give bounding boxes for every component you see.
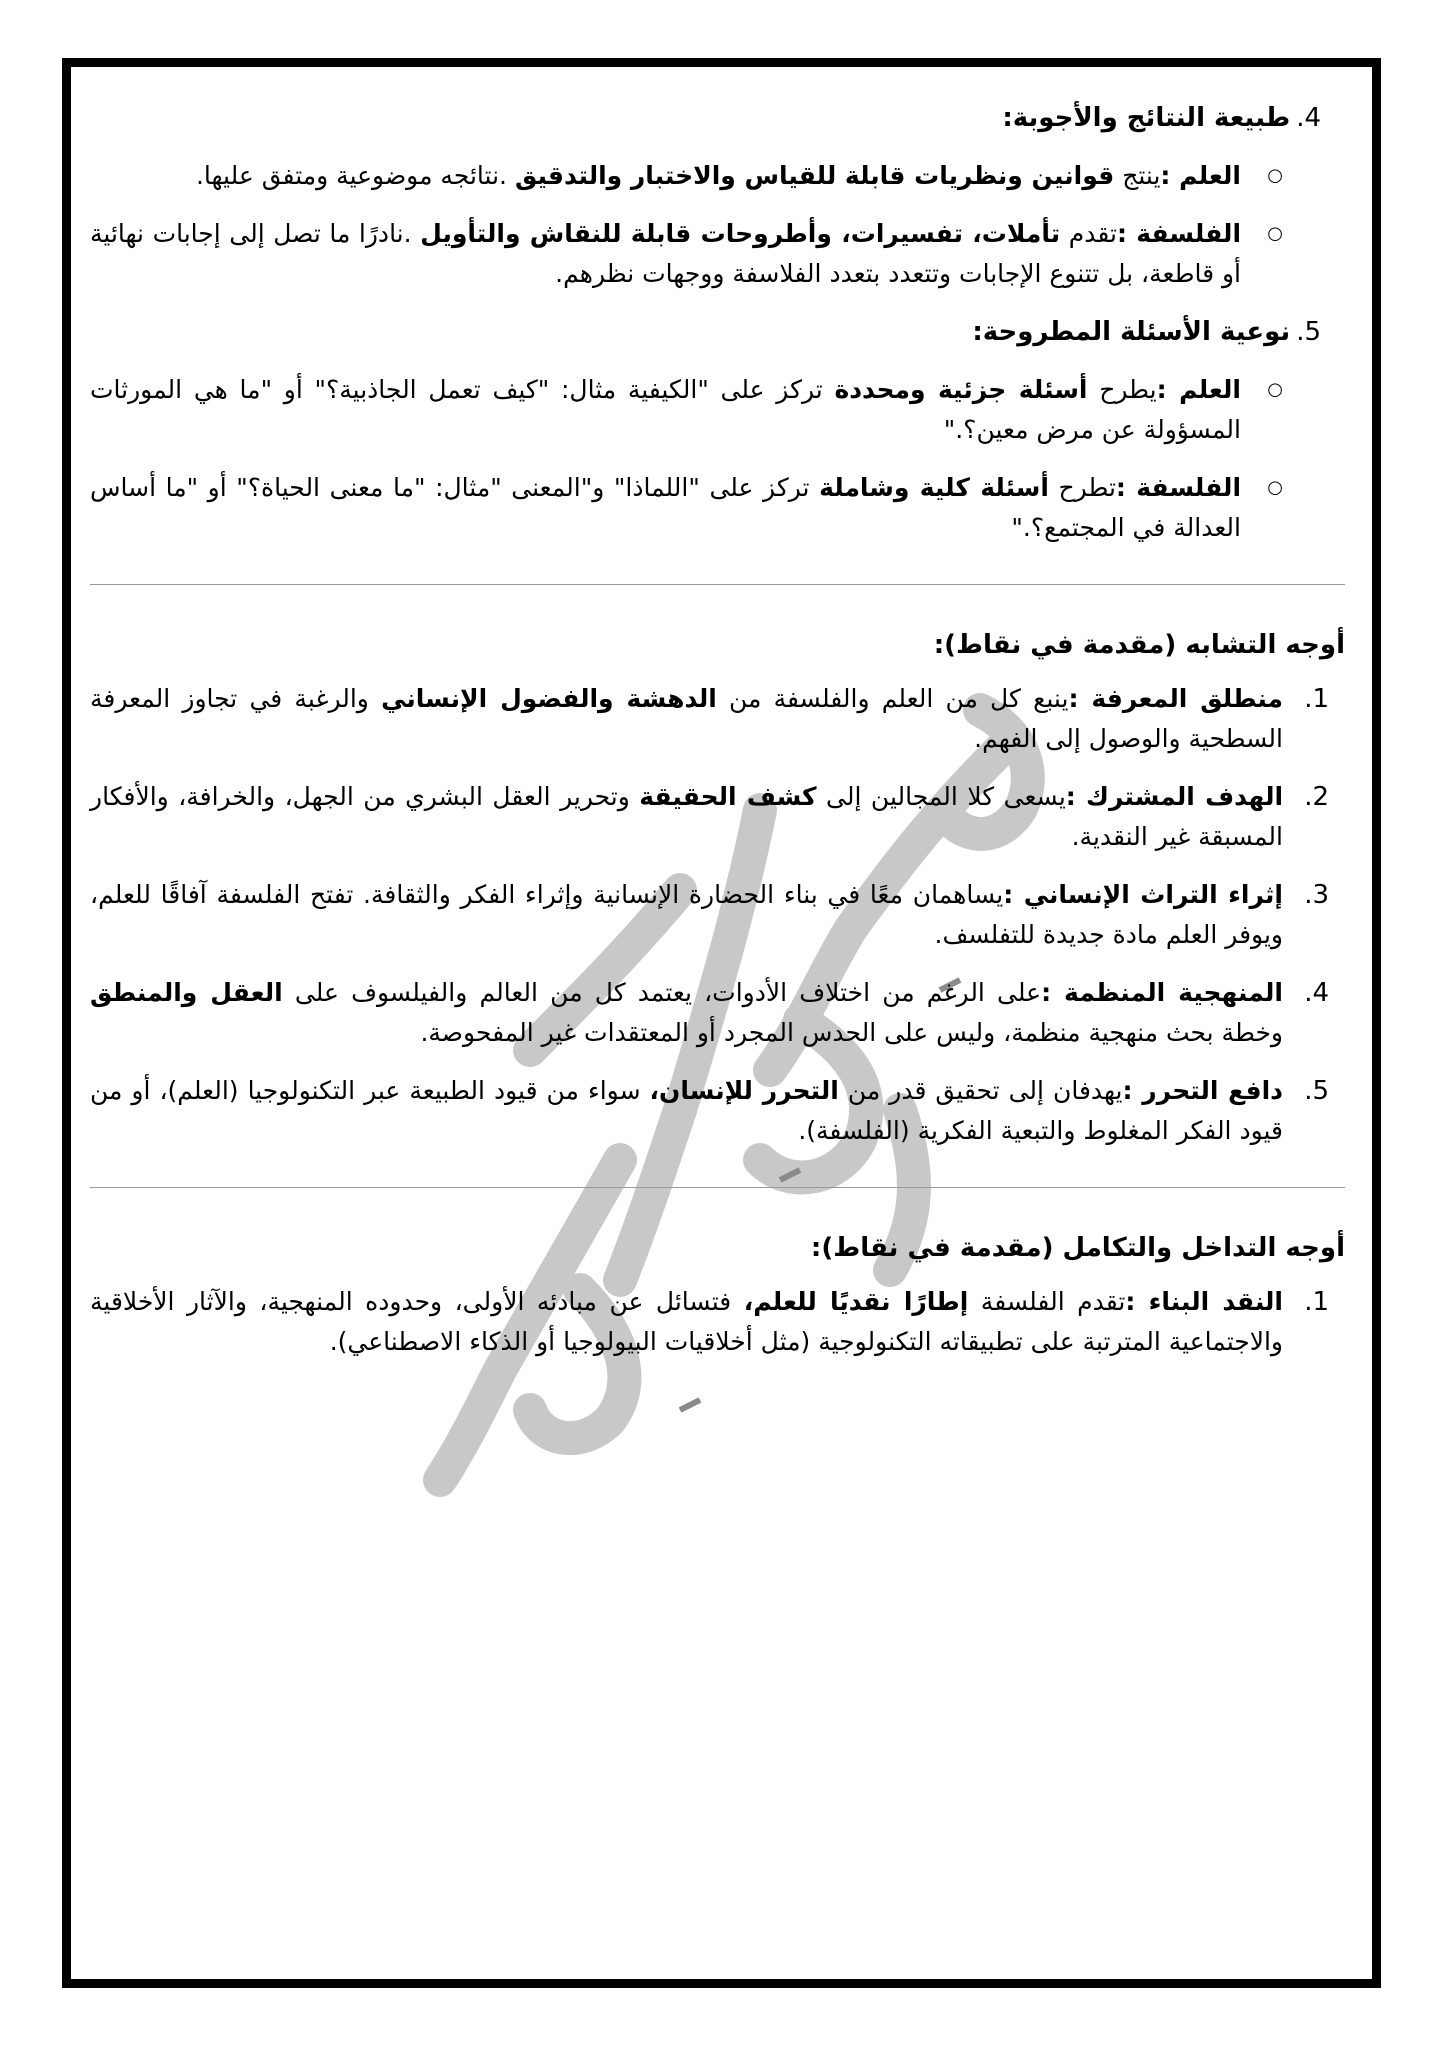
item-emphasis: إطارًا نقديًا للعلم،	[743, 1287, 969, 1316]
section-5-item-philosophy	[90, 468, 1345, 548]
item-text: تركز على "اللماذا" و"المعنى "مثال: "ما معنى الحياة؟" أو "ما أساس العدالة في المجتمع؟."	[90, 473, 1241, 542]
item-term: إثراء التراث الإنساني	[1023, 880, 1284, 909]
item-term: النقد البناء	[1148, 1287, 1283, 1316]
section-5-heading	[90, 312, 1321, 352]
item-separator: :	[1116, 219, 1137, 248]
item-text: ينتج	[1114, 161, 1161, 190]
item-text: تركز على "الكيفية مثال: "كيف تعمل الجاذبية؟" أو "ما هي المورثات المسؤولة عن مرض معين؟."	[90, 375, 1241, 444]
item-term: المنهجية المنظمة	[1064, 978, 1283, 1007]
item-separator: :	[1160, 161, 1180, 190]
item-text: يسعى كلا المجالين إلى	[816, 782, 1066, 811]
item-text: يطرح	[1087, 375, 1157, 404]
item-emphasis: أسئلة جزئية ومحددة	[834, 375, 1088, 404]
section-5-number: 5.	[1296, 317, 1321, 347]
item-emphasis: العقل والمنطق	[90, 978, 283, 1007]
item-text: وخطة بحث منهجية منظمة، وليس على الحدس المجرد أو المعتقدات غير المفحوصة.	[420, 1018, 1283, 1047]
item-separator: :	[1125, 1287, 1149, 1316]
item-term: منطلق المعرفة	[1091, 684, 1284, 713]
item-separator: :	[1068, 684, 1092, 713]
item-term: العلم	[1179, 375, 1241, 404]
item-emphasis: أسئلة كلية وشاملة	[819, 473, 1049, 502]
bullet-circle-icon: ○	[1267, 165, 1283, 186]
item-text: يهدفان إلى تحقيق قدر من	[838, 1076, 1123, 1105]
similarity-item-1	[90, 679, 1345, 759]
item-text: ينبع كل من العلم والفلسفة من	[716, 684, 1069, 713]
similarity-item-3	[90, 875, 1345, 955]
item-emphasis: قوانين ونظريات قابلة للقياس والاختبار والتدقيق	[514, 161, 1115, 190]
section-4-number: 4.	[1296, 103, 1321, 133]
document-body	[90, 98, 1345, 1380]
section-4-item-science	[90, 156, 1345, 196]
item-term: العلم	[1179, 161, 1241, 190]
section-5-title: نوعية الأسئلة المطروحة:	[972, 317, 1291, 347]
item-text: فتسائل عن مبادئه الأولى، وحدوده المنهجية، والآثار الأخلاقية والاجتماعية المترتبة على تطبيقاته التكنولوجية (مثل أخلاقيات البيولوجيا أو الذكاء الاصطناعي).	[90, 1287, 1283, 1356]
item-emphasis: كشف الحقيقة	[639, 782, 817, 811]
item-term: الفلسفة	[1136, 473, 1242, 502]
item-text: يساهمان معًا في بناء الحضارة الإنسانية وإثراء الفكر والثقافة. تفتح الفلسفة آفاقًا للعلم، ويوفر العلم مادة جديدة للتفلسف.	[90, 880, 1283, 949]
item-separator: :	[1156, 375, 1180, 404]
item-text: وتحرير العقل البشري من الجهل، والخرافة، والأفكار المسبقة غير النقدية.	[90, 782, 1283, 851]
item-number: 1.	[1304, 1287, 1329, 1317]
item-text: على الرغم من اختلاف الأدوات، يعتمد كل من العالم والفيلسوف على	[282, 978, 1042, 1007]
section-divider	[90, 584, 1345, 585]
item-text: تطرح	[1048, 473, 1116, 502]
item-term: الفلسفة	[1136, 219, 1242, 248]
item-separator: :	[1065, 782, 1087, 811]
integration-title: أوجه التداخل والتكامل (مقدمة في نقاط):	[810, 1233, 1345, 1263]
item-text: .نتائجه موضوعية ومتفق عليها.	[195, 161, 515, 190]
item-number: 5.	[1304, 1076, 1329, 1106]
similarity-item-4	[90, 973, 1345, 1053]
similarity-item-5	[90, 1071, 1345, 1151]
section-4-title: طبيعة النتائج والأجوبة:	[1002, 103, 1291, 133]
item-emphasis: الدهشة والفضول الإنساني	[381, 684, 717, 713]
section-4-heading	[90, 98, 1321, 138]
item-text: .نادرًا ما تصل إلى إجابات نهائية أو قاطعة، بل تتنوع الإجابات وتتعدد بتعدد الفلاسفة ووجهات نظرهم.	[90, 219, 1241, 288]
item-separator: :	[1041, 978, 1065, 1007]
integration-item-1	[90, 1282, 1345, 1362]
bullet-circle-icon: ○	[1267, 477, 1283, 498]
item-text: تقدم	[1060, 219, 1117, 248]
section-4-item-philosophy	[90, 214, 1345, 294]
section-divider	[90, 1187, 1345, 1188]
item-separator: :	[1003, 880, 1024, 909]
item-term: الهدف المشترك	[1086, 782, 1284, 811]
item-text: تقدم الفلسفة	[968, 1287, 1126, 1316]
bullet-circle-icon: ○	[1267, 223, 1283, 244]
item-text: والرغبة في تجاوز المعرفة السطحية والوصول إلى الفهم.	[90, 684, 1283, 753]
item-number: 3.	[1304, 880, 1329, 910]
item-term: دافع التحرر	[1142, 1076, 1284, 1105]
section-5-item-science	[90, 370, 1345, 450]
item-number: 2.	[1304, 782, 1329, 812]
similarity-item-2	[90, 777, 1345, 857]
similarities-title: أوجه التشابه (مقدمة في نقاط):	[933, 630, 1345, 660]
item-emphasis: التحرر للإنسان،	[649, 1076, 839, 1105]
item-number: 4.	[1304, 978, 1329, 1008]
item-separator: :	[1122, 1076, 1143, 1105]
item-emphasis: تأملات، تفسيرات، وأطروحات قابلة للنقاش والتأويل	[420, 219, 1061, 248]
item-separator: :	[1115, 473, 1137, 502]
bullet-circle-icon: ○	[1267, 379, 1283, 400]
item-number: 1.	[1304, 684, 1329, 714]
item-text: سواء من قيود الطبيعة عبر التكنولوجيا (العلم)، أو من قيود الفكر المغلوط والتبعية الفكرية (الفلسفة).	[90, 1076, 1283, 1145]
